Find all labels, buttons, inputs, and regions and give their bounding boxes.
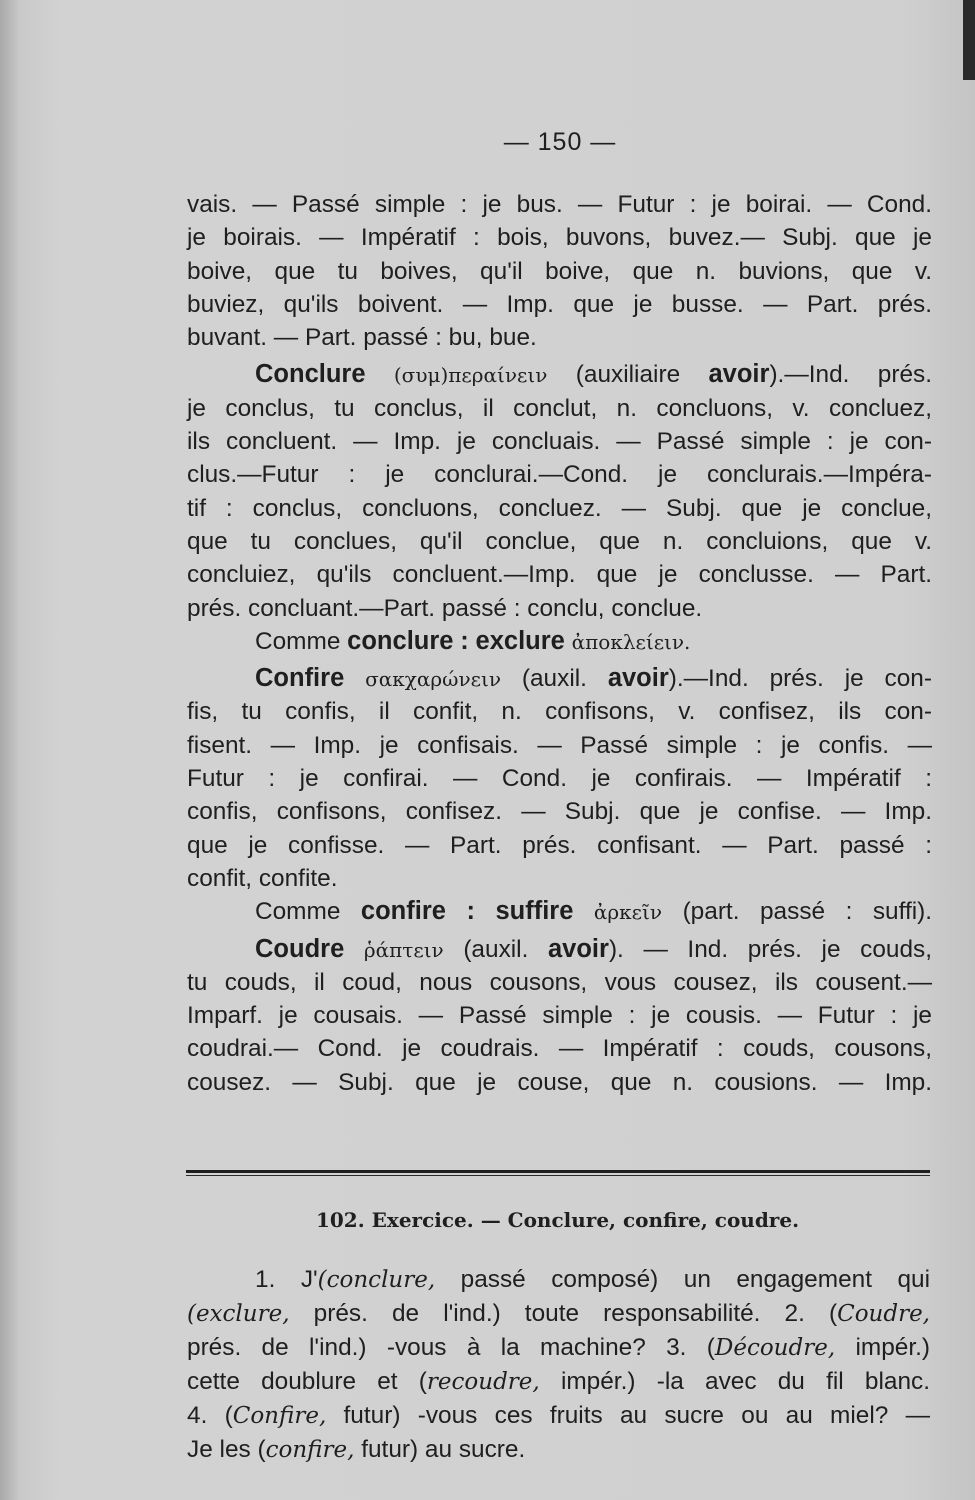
boire-line: buviez, qu'ils boivent. — Imp. que je busse. — Part. prés. — [187, 290, 932, 318]
text-run: impér.) -la avec du fil blanc. — [560, 1368, 930, 1395]
confire-line: fisent. — Imp. je confisais. — Passé simple : je confis. — — [187, 731, 932, 759]
coudre-line: coudrai.— Cond. je coudrais. — Impératif : couds, cousons, — [187, 1035, 932, 1063]
italic-verb: (exclure, — [187, 1301, 290, 1327]
confire-heading-line — [187, 662, 932, 695]
text-run: impér.) — [855, 1334, 930, 1361]
aux-label: (auxil. — [463, 935, 529, 963]
italic-verb: confire, — [265, 1437, 355, 1463]
coudre-line: cousez. — Subj. que je couse, que n. cousions. — Imp. — [187, 1068, 932, 1096]
conclure-line: que tu conclues, qu'il conclue, que n. concluions, que v. — [187, 527, 932, 555]
comme-sep: : — [466, 897, 475, 926]
comme-target: exclure — [475, 626, 565, 655]
verb-confire: Confire — [255, 664, 345, 693]
greek-gloss: σακχαρώνειν — [365, 667, 501, 692]
comme-target: suffire — [495, 897, 574, 926]
page-number: — 150 — — [503, 128, 617, 156]
aux-label: (auxil. — [521, 665, 587, 693]
conclure-line: ils concluent. — Imp. je concluais. — Passé simple : je con- — [187, 428, 932, 456]
exercise-title — [0, 1208, 975, 1232]
confire-line: fis, tu confis, il confit, n. confisons, v. confisez, ils con- — [187, 698, 932, 726]
exercise-line — [187, 1365, 930, 1399]
conclure-line: prés. concluant.—Part. passé : conclu, conclue. — [187, 594, 703, 622]
exercise-line — [187, 1297, 930, 1331]
greek-gloss: ἀρκεῖν — [593, 900, 663, 925]
aux-tail: ). — Ind. prés. je couds, — [608, 935, 932, 963]
confire-line: confis, confisons, confisez. — Subj. que je confise. — Imp. — [187, 798, 932, 826]
comme-word: conclure — [347, 626, 454, 655]
verb-coudre: Coudre — [255, 934, 345, 963]
comme-sep: : — [460, 626, 469, 655]
page-corner-shadow — [963, 0, 975, 80]
comme-label: Comme — [255, 898, 341, 926]
text-run: 1. J' — [255, 1266, 318, 1293]
italic-verb: Coudre, — [837, 1301, 930, 1327]
page-spine-shadow — [0, 0, 18, 1500]
text-run: prés. de l'ind.) toute responsabilité. 2. ( — [313, 1300, 838, 1327]
text-run: cette doublure et ( — [187, 1368, 427, 1395]
aux-tail: ).—Ind. prés. — [769, 361, 932, 389]
coudre-heading-line — [187, 933, 932, 966]
text-run: prés. de l'ind.) -vous à la machine? 3. ( — [187, 1334, 715, 1361]
conclure-comme-line — [187, 625, 932, 658]
exercise-label: Exercice. — [371, 1208, 474, 1232]
aux-word: avoir — [547, 934, 609, 963]
confire-comme-line — [187, 895, 932, 928]
boire-line: boive, que tu boives, qu'il boive, que n. buvions, que v. — [187, 257, 932, 285]
boire-line: je boirais. — Impératif : bois, buvons, buvez.— Subj. que je — [187, 224, 932, 252]
comme-note: (part. passé : suffi). — [682, 898, 933, 926]
confire-line: confit, confite. — [187, 864, 338, 892]
text-run: futur) -vous ces fruits au sucre ou au miel? — — [343, 1402, 930, 1429]
aux-label: (auxiliaire — [575, 361, 681, 389]
conclure-line: tif : conclus, concluons, concluez. — Subj. que je conclue, — [187, 494, 932, 522]
conclure-line: concluiez, qu'ils concluent.—Imp. que je conclusse. — Part. — [187, 561, 932, 589]
coudre-line: tu couds, il coud, nous cousons, vous cousez, ils cousent.— — [187, 968, 932, 996]
text-run: passé composé) un engagement qui — [460, 1266, 930, 1293]
italic-verb: Découdre, — [714, 1335, 836, 1361]
exercise-dash: — — [480, 1208, 501, 1232]
aux-tail: ).—Ind. prés. je con- — [668, 665, 932, 693]
aux-word: avoir — [607, 664, 669, 693]
aux-word: avoir — [708, 360, 770, 389]
exercise-line — [187, 1263, 930, 1297]
boire-line: vais. — Passé simple : je bus. — Futur : je boirai. — Cond. — [187, 191, 932, 218]
italic-verb: (conclure, — [317, 1267, 436, 1293]
exercise-line — [187, 1331, 930, 1365]
boire-line: buvant. — Part. passé : bu, bue. — [187, 324, 537, 352]
exercise-line — [187, 1433, 930, 1467]
conclure-line: je conclus, tu conclus, il conclut, n. concluons, v. concluez, — [187, 394, 932, 422]
comme-word: confire — [360, 897, 446, 926]
exercise-heading: Conclure, confire, coudre. — [507, 1208, 800, 1232]
greek-gloss: (συμ)περαίνειν — [393, 363, 548, 388]
exercise-line — [187, 1399, 930, 1433]
coudre-line: Imparf. je cousais. — Passé simple : je cousis. — Futur : je — [187, 1002, 932, 1030]
confire-line: que je confisse. — Part. prés. confisant. — Part. passé : — [187, 831, 932, 859]
text-run: 4. ( — [187, 1402, 233, 1429]
section-divider — [186, 1170, 930, 1176]
conclure-heading-line — [187, 358, 932, 391]
text-run: futur) au sucre. — [361, 1436, 526, 1463]
text-run: Je les ( — [187, 1436, 266, 1463]
italic-verb: recoudre, — [426, 1369, 540, 1395]
verb-conclure: Conclure — [255, 360, 366, 389]
conclure-line: clus.—Futur : je conclurai.—Cond. je conclurais.—Impéra- — [187, 461, 932, 489]
comme-label: Comme — [255, 627, 341, 655]
italic-verb: Confire, — [232, 1403, 327, 1429]
exercise-number: 102. — [315, 1208, 365, 1232]
exercise-text — [187, 1263, 930, 1467]
confire-line: Futur : je confirai. — Cond. je confirais. — Impératif : — [187, 765, 932, 793]
greek-gloss: ἀποκλείειν. — [571, 629, 691, 654]
greek-gloss: ῥάπτειν — [363, 937, 444, 962]
conjugation-text — [187, 188, 932, 1099]
